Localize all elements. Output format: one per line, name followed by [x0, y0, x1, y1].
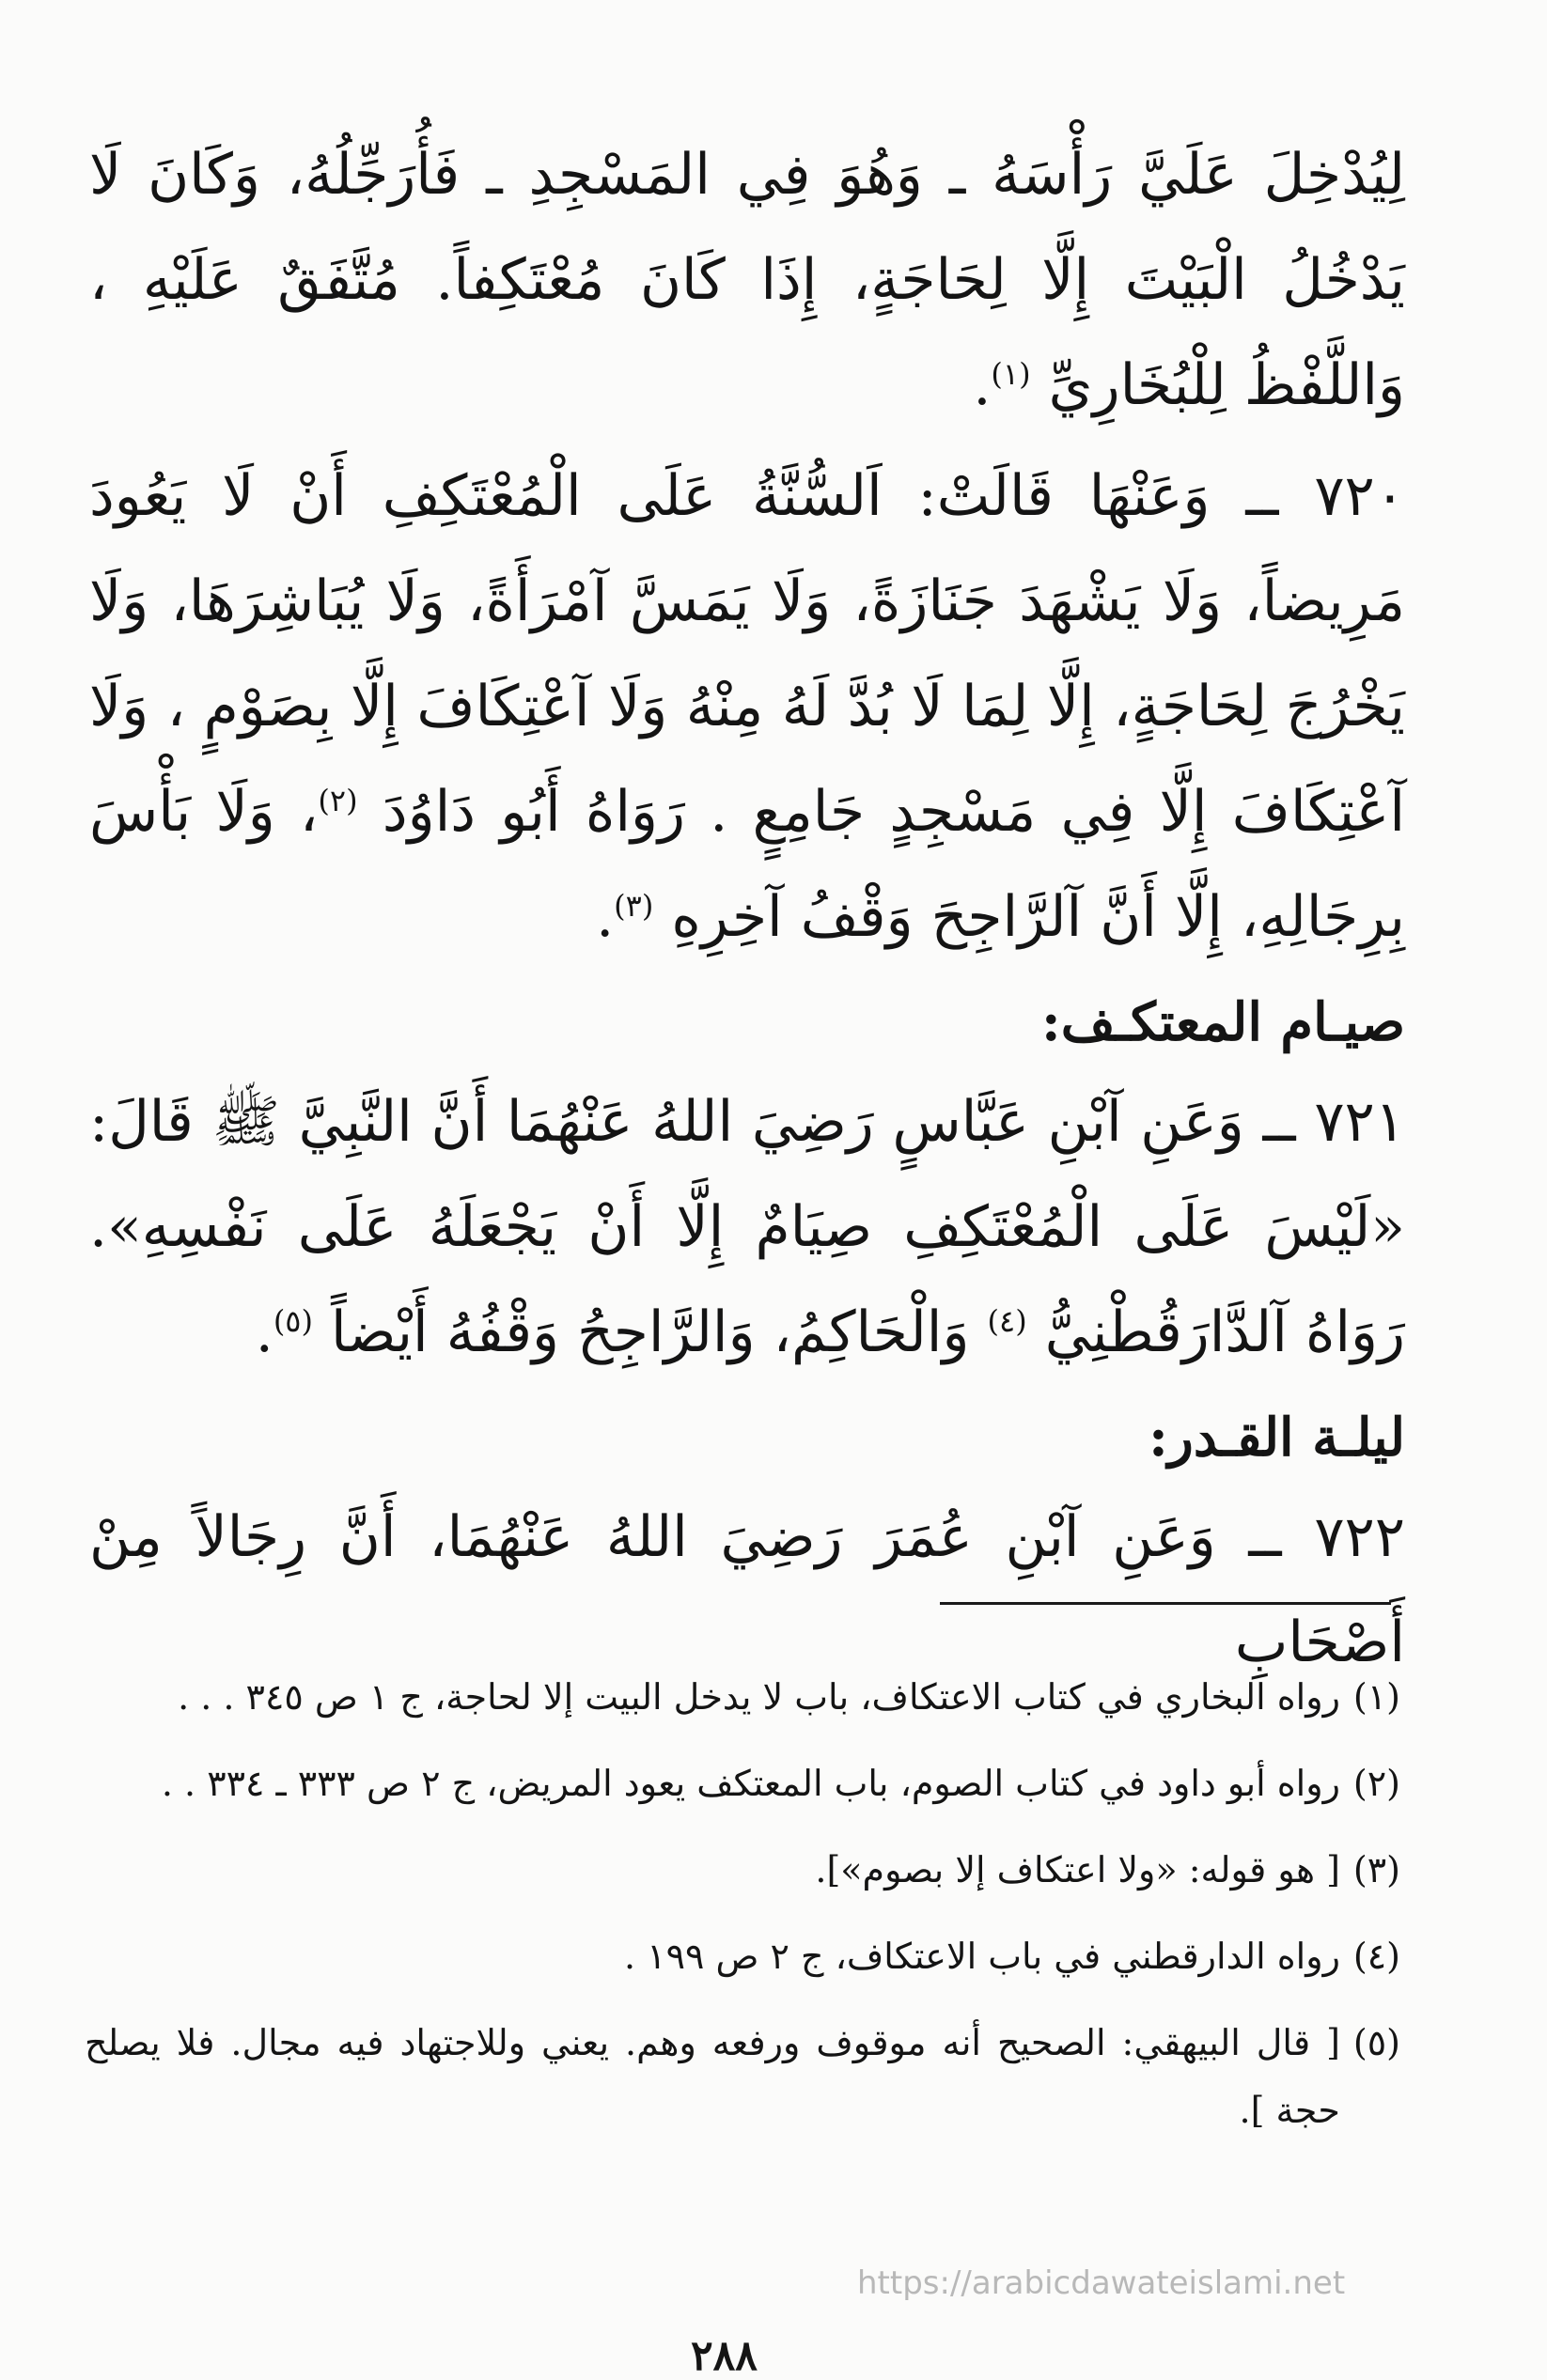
paragraph-text: لِيُدْخِلَ عَلَيَّ رَأْسَهُ ـ وَهُوَ فِي المَسْجِدِ ـ فَأُرَجِّلُهُ، وَكَانَ لَا يَدْخُلُ الْبَيْتَ إِلَّا لِحَاجَةٍ، إِذَا كَانَ مُعْتَكِفاً. مُتَّفَقٌ عَلَيْهِ ، وَاللَّفْظُ لِلْبُخَارِيِّ — [89, 142, 1405, 418]
footnote-ref-5[interactable]: (٥) — [273, 1303, 313, 1339]
footnote-number: (٤) — [1352, 1936, 1400, 1977]
watermark-url: https://arabicdawateislami.net — [857, 2264, 1346, 2302]
paragraph-text: ٧٢٠ ــ وَعَنْهَا قَالَتْ: اَلسُّنَّةُ عَلَى الْمُعْتَكِفِ أَنْ لَا يَعُودَ مَرِيضاً، وَلَا يَشْهَدَ جَنَازَةً، وَلَا يَمَسَّ آمْرَأَةً، وَلَا يُبَاشِرَهَا، وَلَا يَخْرُجَ لِحَاجَةٍ، إِلَّا لِمَا لَا بُدَّ لَهُ مِنْهُ وَلَا آعْتِكَافَ إِلَّا بِصَوْمٍ ، وَلَا آعْتِكَافَ إِلَّا فِي مَسْجِدٍ جَامِعٍ . رَوَاهُ أَبُو دَاوُدَ — [89, 463, 1405, 845]
page-number: ٢٨٨ — [691, 2332, 758, 2380]
footnote-text: [ قال البيهقي: الصحيح أنه موقوف ورفعه وهم. يعني وللاجتهاد فيه مجال. فلا يصلح حجة ]. — [85, 2022, 1340, 2131]
footnote-text: رواه الدارقطني في باب الاعتكاف، ج ٢ ص ١٩٩ . — [623, 1936, 1340, 1977]
footnote-text: رواه أبو داود في كتاب الصوم، باب المعتكف يعود المريض، ج ٢ ص ٣٣٣ ـ ٣٣٤ . . — [161, 1763, 1340, 1804]
footnote-number: (٥) — [1352, 2022, 1400, 2063]
section-heading-laylat-al-qadr: ليلـة القـدر: — [1149, 1407, 1405, 1469]
footnote-number: (١) — [1352, 1676, 1400, 1718]
footnote-divider — [940, 1602, 1391, 1605]
footnote-ref-3[interactable]: (٣) — [614, 888, 654, 924]
paragraph-text: ٧٢٢ ــ وَعَنِ آبْنِ عُمَرَ رَضِيَ اللهُ عَنْهُمَا، أَنَّ رِجَالاً مِنْ أَصْحَابِ — [89, 1504, 1405, 1675]
footnote-text: [ هو قوله: «ولا اعتكاف إلا بصوم»]. — [815, 1849, 1340, 1890]
footnote-number: (٣) — [1352, 1849, 1400, 1890]
footnote-5 — [85, 2009, 1400, 2144]
footnote-ref-4[interactable]: (٤) — [987, 1303, 1027, 1339]
footnote-number: (٢) — [1352, 1763, 1400, 1804]
footnote-1 — [85, 1663, 1400, 1731]
footnote-2 — [85, 1750, 1400, 1817]
paragraph-text: ٧٢١ ــ وَعَنِ آبْنِ عَبَّاسٍ رَضِيَ اللهُ عَنْهُمَا أَنَّ النَّبِيَّ ﷺ قَالَ: «لَيْسَ عَلَى الْمُعْتَكِفِ صِيَامٌ إِلَّا أَنْ يَجْعَلَهُ عَلَى نَفْسِهِ». رَوَاهُ آلدَّارَقُطْنِيُّ — [89, 1089, 1405, 1365]
footnote-text: رواه البخاري في كتاب الاعتكاف، باب لا يدخل البيت إلا لحاجة، ج ١ ص ٣٤٥ . . . — [178, 1676, 1340, 1718]
footnote-ref-2[interactable]: (٢) — [318, 783, 358, 818]
section-heading-itikaf-fasting: صيـام المعتكـف: — [1041, 991, 1405, 1053]
footnote-3 — [85, 1836, 1400, 1904]
footnotes — [85, 1663, 1400, 2163]
footnote-ref-1[interactable]: (١) — [991, 356, 1031, 392]
paragraph-719-continued: لِيُدْخِلَ عَلَيَّ رَأْسَهُ ـ وَهُوَ فِي المَسْجِدِ ـ فَأُرَجِّلُهُ، وَكَانَ لَا يَدْخُلُ الْبَيْتَ إِلَّا لِحَاجَةٍ، إِذَا كَانَ مُعْتَكِفاً. مُتَّفَقٌ عَلَيْهِ ، وَاللَّفْظُ لِلْبُخَارِيِّ $^{(١)}$. — [89, 142, 1405, 418]
footnote-4 — [85, 1922, 1400, 1990]
paragraph-721: ٧٢١ ــ وَعَنِ آبْنِ عَبَّاسٍ رَضِيَ اللهُ عَنْهُمَا أَنَّ النَّبِيَّ ﷺ قَالَ: «لَيْسَ عَلَى الْمُعْتَكِفِ صِيَامٌ إِلَّا أَنْ يَجْعَلَهُ عَلَى نَفْسِهِ». رَوَاهُ آلدَّارَقُطْنِيُّ $^{(٤)}$ وَالْحَاكِمُ، وَالرَّاجِحُ وَقْفُهُ أَيْضاً $^{(٥)}$. — [89, 1089, 1405, 1365]
paragraph-720: ٧٢٠ ــ وَعَنْهَا قَالَتْ: اَلسُّنَّةُ عَلَى الْمُعْتَكِفِ أَنْ لَا يَعُودَ مَرِيضاً، وَلَا يَشْهَدَ جَنَازَةً، وَلَا يَمَسَّ آمْرَأَةً، وَلَا يُبَاشِرَهَا، وَلَا يَخْرُجَ لِحَاجَةٍ، إِلَّا لِمَا لَا بُدَّ لَهُ مِنْهُ وَلَا آعْتِكَافَ إِلَّا بِصَوْمٍ ، وَلَا آعْتِكَافَ إِلَّا فِي مَسْجِدٍ جَامِعٍ . رَوَاهُ أَبُو دَاوُدَ $^{(٢)}$، وَلَا بَأْسَ بِرِجَالِهِ، إِلَّا أَنَّ آلرَّاجِحَ وَقْفُ آخِرِهِ $^{(٣)}$. — [89, 463, 1405, 950]
main-text — [89, 122, 1405, 1701]
